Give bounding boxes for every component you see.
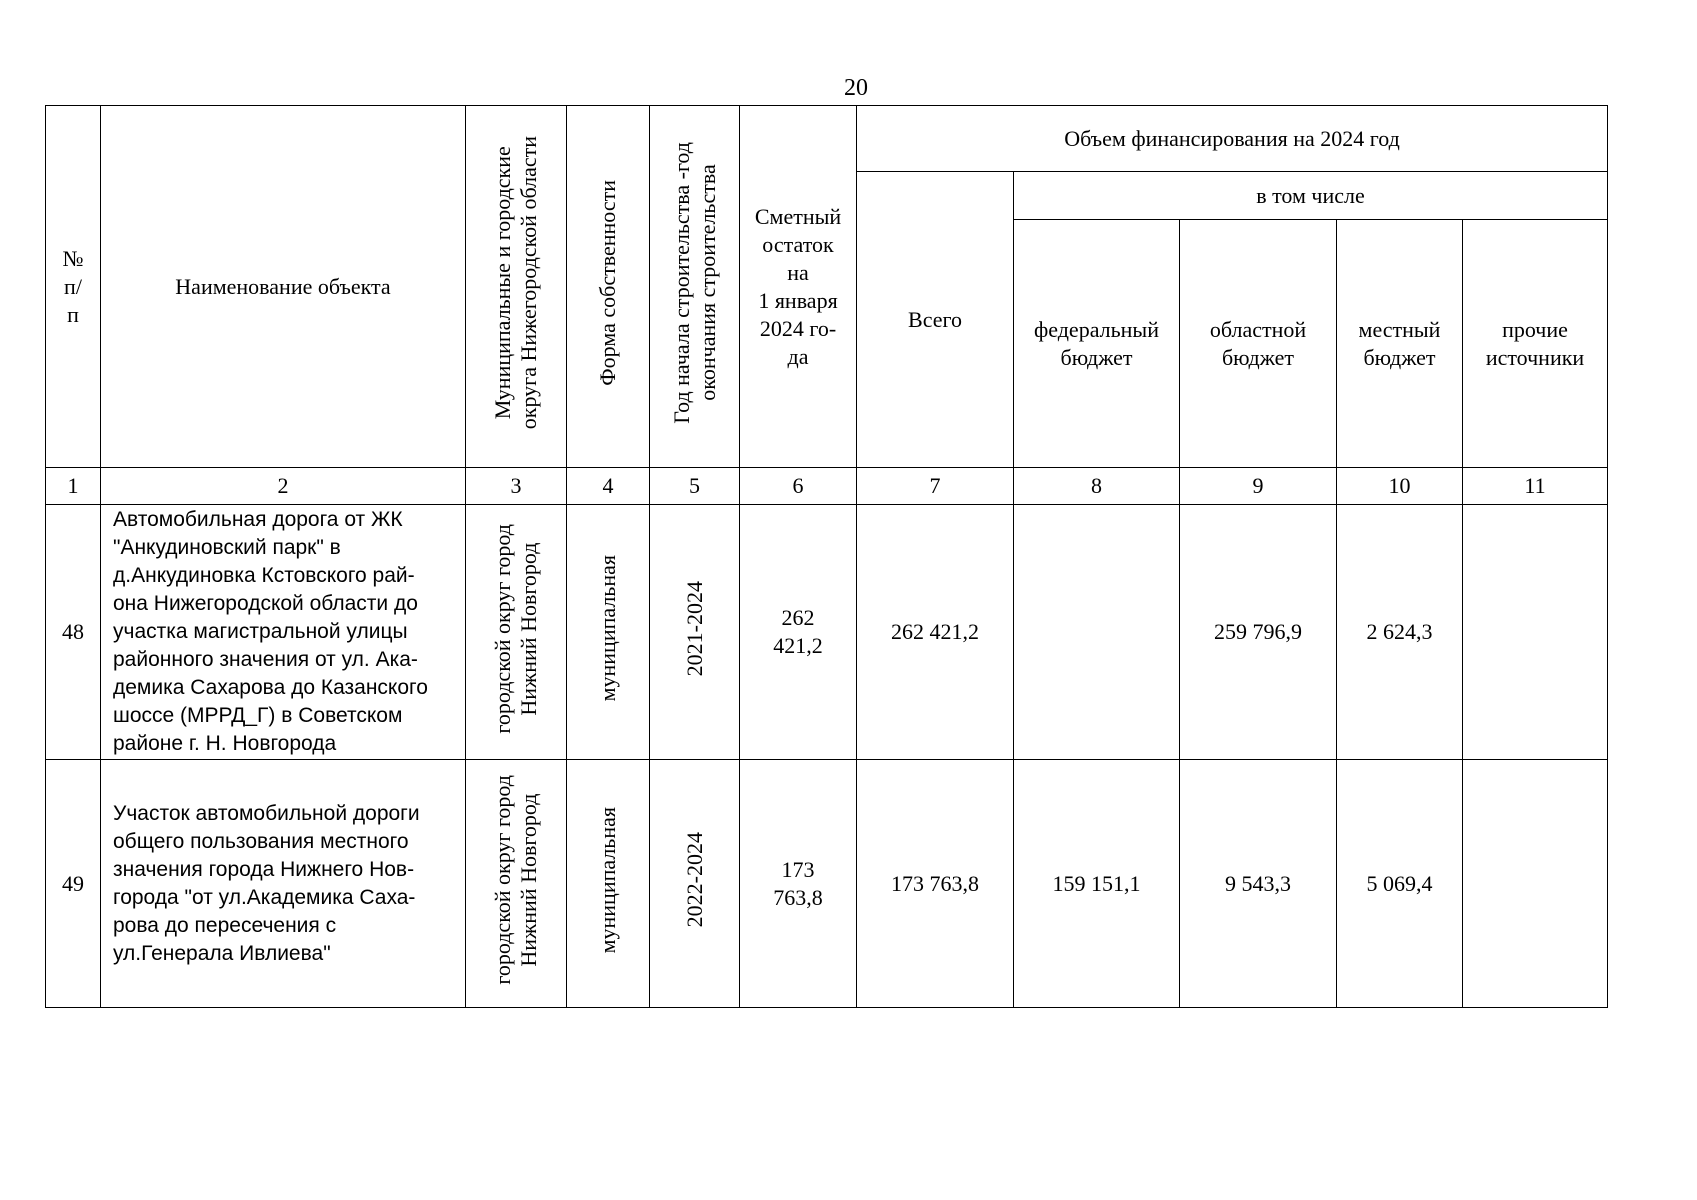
row-years: 2021-2024: [650, 505, 740, 760]
header-estimate: Сметный остаток на 1 января 2024 го- да: [740, 106, 857, 468]
row-municipality: городской округ город Нижний Новгород: [466, 760, 567, 1008]
row-ownership: муниципальная: [567, 760, 650, 1008]
header-regional: областной бюджет: [1180, 220, 1337, 468]
row-total: 262 421,2: [857, 505, 1014, 760]
column-number: 2: [101, 468, 466, 505]
header-row-1: [46, 106, 1608, 172]
header-ownership: Форма собственности: [567, 106, 650, 468]
column-number: 7: [857, 468, 1014, 505]
header-num: № п/ п: [46, 106, 101, 468]
table-row: [46, 505, 1608, 760]
column-number: 1: [46, 468, 101, 505]
row-other: [1463, 760, 1608, 1008]
row-estimate: 262 421,2: [740, 505, 857, 760]
header-name: Наименование объекта: [101, 106, 466, 468]
row-name: Участок автомобильной дороги общего пользования местного значения города Нижнего Нов- города "от ул.Академика Саха- рова до пересечения с ул.Генерала Ивлиева": [101, 760, 466, 1008]
row-years: 2022-2024: [650, 760, 740, 1008]
row-local: 2 624,3: [1337, 505, 1463, 760]
table-row: [46, 760, 1608, 1008]
row-regional: 9 543,3: [1180, 760, 1337, 1008]
row-municipality: городской округ город Нижний Новгород: [466, 505, 567, 760]
header-federal: федеральный бюджет: [1014, 220, 1180, 468]
column-number: 4: [567, 468, 650, 505]
header-years: Год начала строительства -год окончания строительства: [650, 106, 740, 468]
column-number: 8: [1014, 468, 1180, 505]
header-funding-title: Объем финансирования на 2024 год: [857, 106, 1608, 172]
row-regional: 259 796,9: [1180, 505, 1337, 760]
column-number: 3: [466, 468, 567, 505]
column-number: 5: [650, 468, 740, 505]
row-federal: 159 151,1: [1014, 760, 1180, 1008]
column-number: 9: [1180, 468, 1337, 505]
row-name: Автомобильная дорога от ЖК "Анкудиновский парк" в д.Анкудиновка Кстовского рай- она Нижегородской области до участка магистральной улицы районного значения от ул. Ака- демика Сахарова до Казанского шоссе (МРРД_Г) в Советском районе г. Н. Новгорода: [101, 505, 466, 760]
header-other: прочие источники: [1463, 220, 1608, 468]
row-num: 49: [46, 760, 101, 1008]
row-num: 48: [46, 505, 101, 760]
row-federal: [1014, 505, 1180, 760]
row-other: [1463, 505, 1608, 760]
column-number: 6: [740, 468, 857, 505]
column-number: 11: [1463, 468, 1608, 505]
column-number-row: [46, 468, 1608, 505]
header-municipality: Муниципальные и городские округа Нижегородской области: [466, 106, 567, 468]
row-local: 5 069,4: [1337, 760, 1463, 1008]
column-number: 10: [1337, 468, 1463, 505]
row-ownership: муниципальная: [567, 505, 650, 760]
header-local: местный бюджет: [1337, 220, 1463, 468]
page-number: 20: [844, 75, 868, 101]
header-including: в том числе: [1014, 172, 1608, 220]
header-total: Всего: [857, 172, 1014, 468]
funding-table: [45, 105, 1608, 1008]
row-total: 173 763,8: [857, 760, 1014, 1008]
row-estimate: 173 763,8: [740, 760, 857, 1008]
